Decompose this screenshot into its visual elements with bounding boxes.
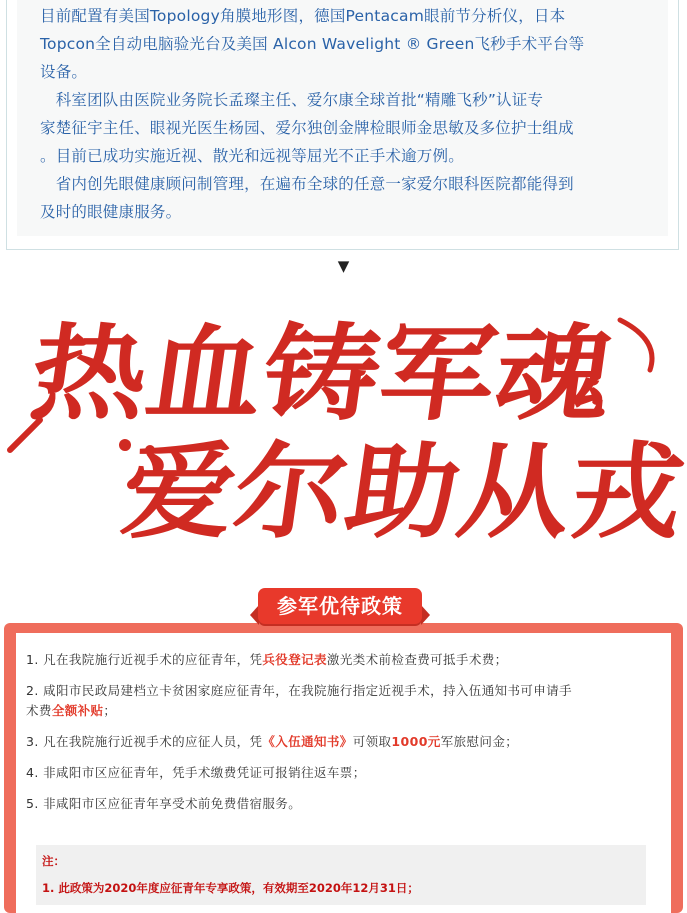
intro-line: 家楚征宇主任、眼视光医生杨园、爱尔独创金牌检眼师金思敏及多位护士组成: [40, 119, 574, 137]
intro-line: 科室团队由医院业务院长孟璨主任、爱尔康全球首批“精雕飞秒”认证专: [40, 91, 544, 109]
intro-line: Topcon全自动电脑验光台及美国 Alcon Wavelight ® Green飞秒手术平台等: [40, 35, 585, 53]
policy-item-2-cont: 术费全额补贴；: [26, 703, 117, 718]
policy-item-3: 3. 凡在我院施行近视手术的应征人员，凭《入伍通知书》可领取1000元军旅慰问金；: [26, 734, 519, 749]
note-box: [36, 845, 646, 905]
policy-item-2: 2. 咸阳市民政局建档立卡贫困家庭应征青年，在我院施行指定近视手术，持入伍通知书可申请手: [26, 683, 573, 698]
intro-line: 目前配置有美国Topology角膜地形图，德国Pentacam眼前节分析仪，日本: [40, 7, 566, 25]
banner-line-1: 热血铸军魂: [23, 312, 561, 435]
banner-line-2: 爱尔助从戎: [114, 430, 652, 553]
policy-title: 参军优待政策: [258, 588, 422, 624]
calligraphy-banner: [0, 300, 687, 555]
ribbon-notch-right: [421, 605, 430, 625]
policy-item-1: 1. 凡在我院施行近视手术的应征青年，凭兵役登记表激光类术前检查费可抵手术费；: [26, 652, 508, 667]
intro-line: 设备。: [40, 63, 88, 81]
note-label: 注：: [42, 854, 65, 868]
note-item-1: 1. 此政策为2020年度应征青年专享政策，有效期至2020年12月31日；: [42, 881, 419, 895]
intro-line: 及时的眼健康服务。: [40, 203, 182, 221]
policy-item-5: 5. 非咸阳市区应征青年享受术前免费借宿服务。: [26, 796, 302, 811]
down-arrow-icon: ▼: [337, 257, 350, 275]
intro-line: 。目前已成功实施近视、散光和远视等屈光不正手术逾万例。: [40, 147, 464, 165]
policy-item-4: 4. 非咸阳市区应征青年，凭手术缴费凭证可报销往返车票；: [26, 765, 366, 780]
intro-line: 省内创先眼健康顾问制管理，在遍布全球的任意一家爱尔眼科医院都能得到: [40, 175, 574, 193]
